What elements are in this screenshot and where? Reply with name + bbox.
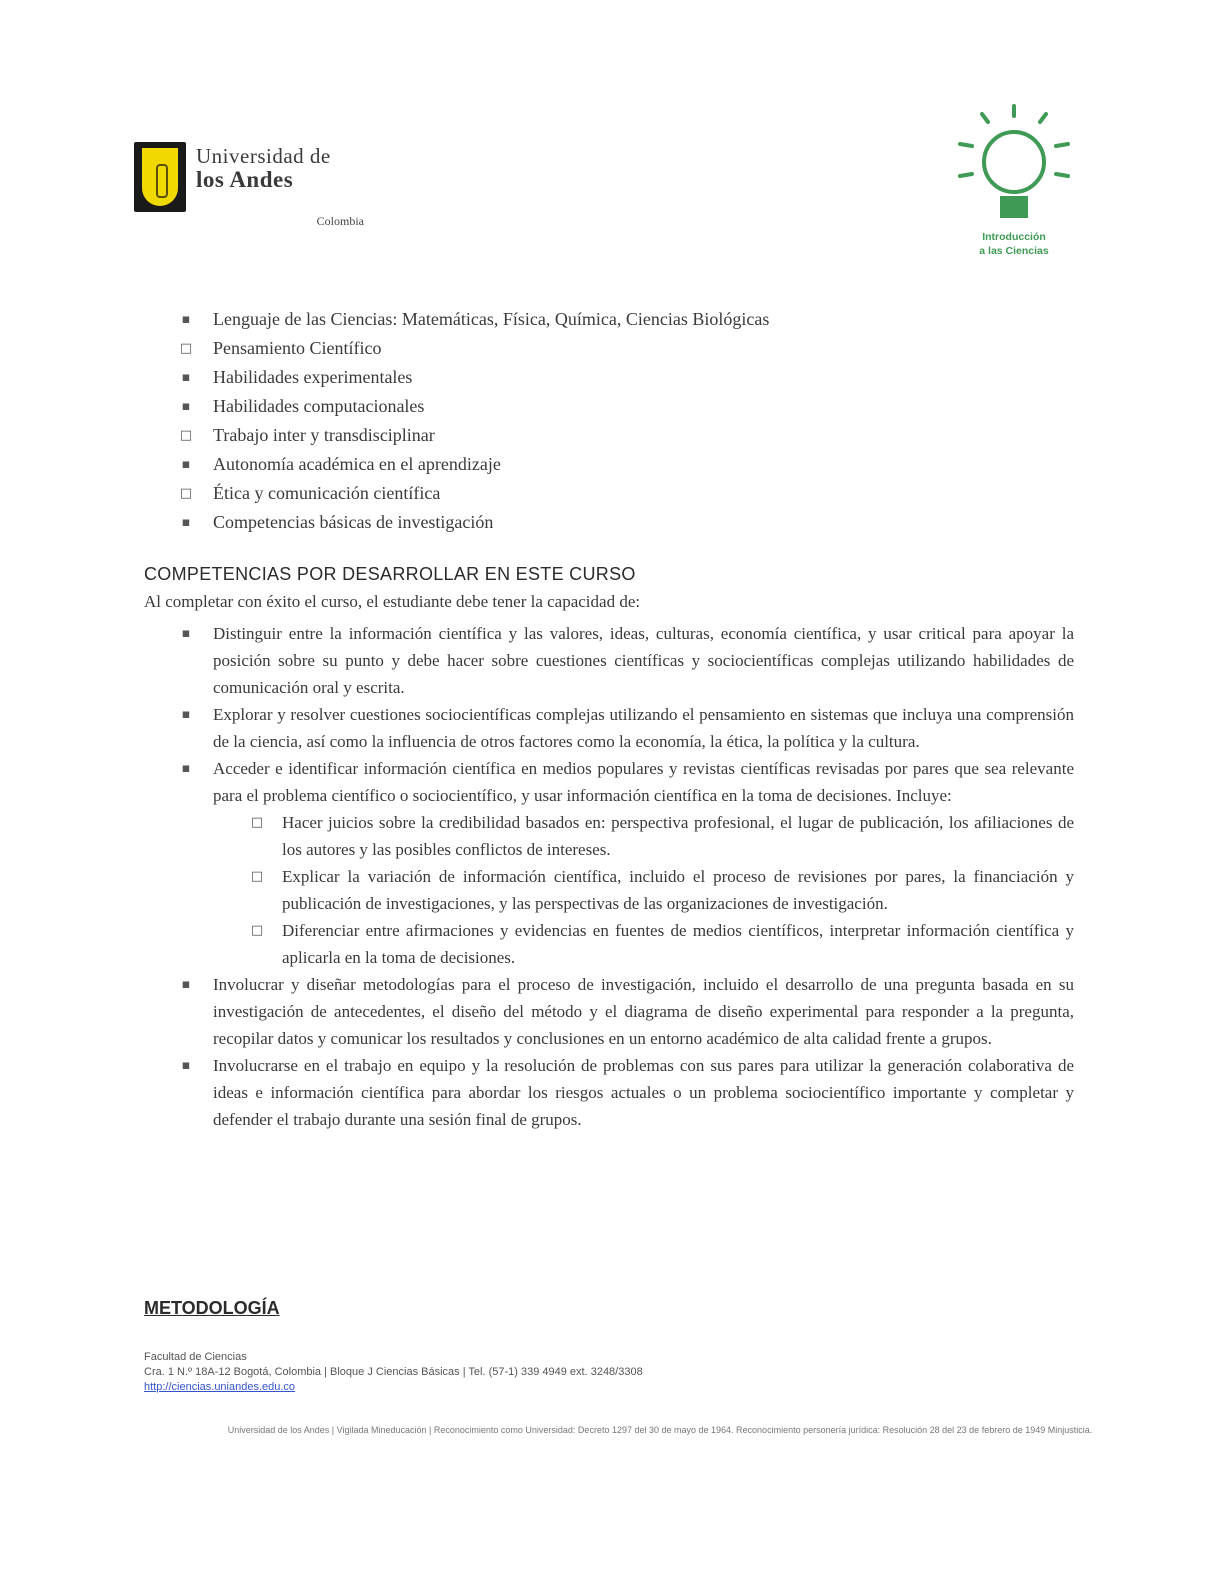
skills-list-section [144, 305, 1074, 537]
competences-list [144, 620, 1074, 1133]
list-item: □ Pensamiento Científico [144, 334, 1074, 363]
footer-legal-note: Universidad de los Andes | Vigilada Mineducación | Reconocimiento como Universidad: Decreto 1297 del 30 de mayo de 1964. Reconocimiento personería jurídica: Resolución 28 del 23 de febrero de 1949 Minjusticia. [227, 1425, 1093, 1435]
university-name-line1: Universidad de [196, 144, 331, 168]
list-item: ▪ Competencias básicas de investigación [144, 508, 1074, 537]
university-logo [134, 140, 364, 230]
footer-line1: Facultad de Ciencias [144, 1351, 247, 1363]
bullet-icon: ▪ [181, 977, 191, 992]
list-item: ▪ Acceder e identificar información científica en medios populares y revistas científicas revisadas por pares que sea relevante para el problema científico o sociocientífico, y usar información científica en la toma de decisiones. Incluye: □ Hacer juicios sobre la credibilidad basados en: perspectiva profesional, el lugar de publicación, los afiliaciones de los autores y las posibles conflictos de intereses. □ Explicar la variación de información científica, incluido el proceso de revisiones por pares, la financiación y publicación de investigaciones, y las perspectivas de las organizaciones de investigación. □ Diferenciar entre afirmaciones y evidencias en fuentes de medios científicos, interpretar información científica y aplicarla en la toma de decisiones. [144, 755, 1074, 971]
competences-section-title: COMPETENCIAS POR DESARROLLAR EN ESTE CURSO [144, 564, 636, 584]
bullet-icon: ▪ [181, 626, 191, 641]
bullet-icon: □ [250, 923, 264, 938]
bullet-icon: ▪ [181, 1058, 191, 1073]
sub-list-item: □ Diferenciar entre afirmaciones y evidencias en fuentes de medios científicos, interpretar información científica y aplicarla en la toma de decisiones. [213, 917, 1074, 971]
list-item: □ Ética y comunicación científica [144, 479, 1074, 508]
bullet-icon: ▪ [181, 312, 191, 327]
bullet-icon: ▪ [181, 457, 191, 472]
list-item: ▪ Explorar y resolver cuestiones sociocientíficas complejas utilizando el pensamiento en sistemas que incluya una comprensión de la ciencia, así como la influencia de otros factores como la economía, la ética, la política y la cultura. [144, 701, 1074, 755]
university-name [196, 144, 366, 192]
footer-line2: Cra. 1 N.º 18A-12 Bogotá, Colombia | Bloque J Ciencias Básicas | Tel. (57-1) 339 4949 ext. 3248/3308 [144, 1366, 643, 1378]
list-item: ▪ Autonomía académica en el aprendizaje [144, 450, 1074, 479]
methodology-title: METODOLOGÍA [144, 1298, 280, 1318]
bullet-icon: □ [250, 815, 264, 830]
bullet-icon: ▪ [181, 370, 191, 385]
bullet-icon: ▪ [181, 399, 191, 414]
list-item: □ Trabajo inter y transdisciplinar [144, 421, 1074, 450]
competences-list-section [144, 620, 1074, 1133]
skills-list [144, 305, 1074, 537]
sub-list-item: □ Explicar la variación de información científica, incluido el proceso de revisiones por pares, la financiación y publicación de investigaciones, y las perspectivas de las organizaciones de investigación. [213, 863, 1074, 917]
bullet-icon: ▪ [181, 707, 191, 722]
bullet-icon: ▪ [181, 761, 191, 776]
footer-contact [144, 1350, 904, 1395]
sub-list-item: □ Hacer juicios sobre la credibilidad basados en: perspectiva profesional, el lugar de publicación, los afiliaciones de los autores y las posibles conflictos de intereses. [213, 809, 1074, 863]
bullet-icon: □ [179, 428, 193, 443]
list-item: ▪ Involucrarse en el trabajo en equipo y la resolución de problemas con sus pares para utilizar la generación colaborativa de ideas e información científica para abordar los riesgos actuales o un problema sociocientífico importante y completar y defender el trabajo durante una sesión final de grupos. [144, 1052, 1074, 1133]
list-item: ▪ Lenguaje de las Ciencias: Matemáticas, Física, Química, Ciencias Biológicas [144, 305, 1074, 334]
footer-website-link[interactable]: http://ciencias.uniandes.edu.co [144, 1381, 296, 1393]
list-item: ▪ Distinguir entre la información científica y las valores, ideas, culturas, economía científica, y usar critical para apoyar la posición sobre su punto y debe hacer sobre cuestiones científicas y sociocientíficas complejas utilizando habilidades de comunicación oral y escrita. [144, 620, 1074, 701]
program-logo [944, 100, 1084, 275]
bullet-icon: □ [179, 486, 193, 501]
bullet-icon: ▪ [181, 515, 191, 530]
competences-section-intro: Al completar con éxito el curso, el estudiante debe tener la capacidad de: [144, 592, 641, 611]
list-item: ▪ Habilidades computacionales [144, 392, 1074, 421]
list-item: ▪ Habilidades experimentales [144, 363, 1074, 392]
light-bulb-icon [944, 100, 1084, 230]
list-item: ▪ Involucrar y diseñar metodologías para el proceso de investigación, incluido el desarrollo de una pregunta basada en su investigación de antecedentes, el diseño del método y el diagrama de diseño experimental para responder a la pregunta, recopilar datos y comunicar los resultados y conclusiones en un entorno académico de alta calidad frente a grupos. [144, 971, 1074, 1052]
bullet-icon: □ [179, 341, 193, 356]
bullet-icon: □ [250, 869, 264, 884]
program-logo-caption: Introducción a las Ciencias [979, 231, 1049, 257]
competences-sublist [213, 809, 1074, 971]
university-name-line2: los Andes [196, 167, 294, 192]
university-crest-icon [134, 142, 186, 212]
university-country: Colombia [316, 214, 364, 228]
